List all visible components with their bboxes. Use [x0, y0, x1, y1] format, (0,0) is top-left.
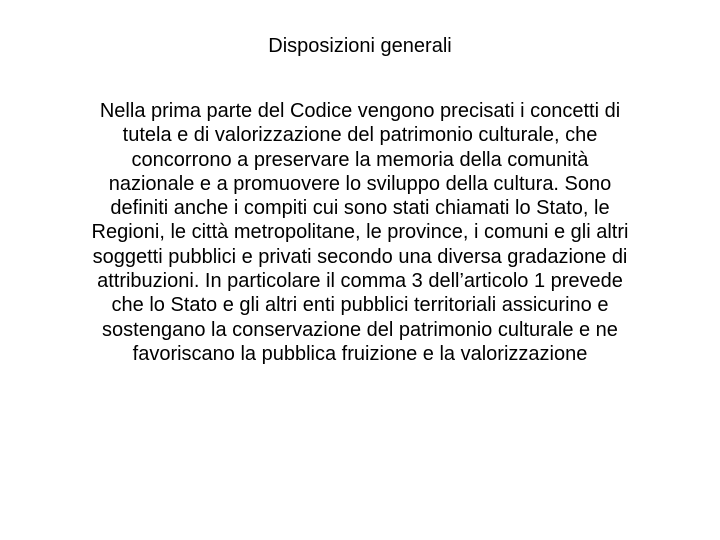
- body-line: attribuzioni. In particolare il comma 3 dell’articolo 1 prevede: [97, 270, 623, 293]
- body-line: Regioni, le città metropolitane, le province, i comuni e gli altri: [91, 221, 629, 244]
- slide-body-text: [36, 99, 684, 366]
- body-line: nazionale e a promuovere lo sviluppo della cultura. Sono: [108, 172, 612, 195]
- body-line: definiti anche i compiti cui sono stati chiamati lo Stato, le: [110, 197, 610, 220]
- body-line: tutela e di valorizzazione del patrimonio culturale, che: [122, 124, 598, 147]
- slide-title: Disposizioni generali: [268, 35, 452, 57]
- body-line: favoriscano la pubblica fruizione e la valorizzazione: [132, 342, 588, 365]
- body-line: soggetti pubblici e privati secondo una diversa gradazione di: [92, 245, 628, 268]
- body-line: sostengano la conservazione del patrimonio culturale e ne: [102, 318, 618, 341]
- body-line: concorrono a preservare la memoria della comunità: [131, 148, 589, 171]
- body-line: Nella prima parte del Codice vengono precisati i concetti di: [99, 100, 621, 122]
- body-line: che lo Stato e gli altri enti pubblici territoriali assicurino e: [111, 294, 609, 317]
